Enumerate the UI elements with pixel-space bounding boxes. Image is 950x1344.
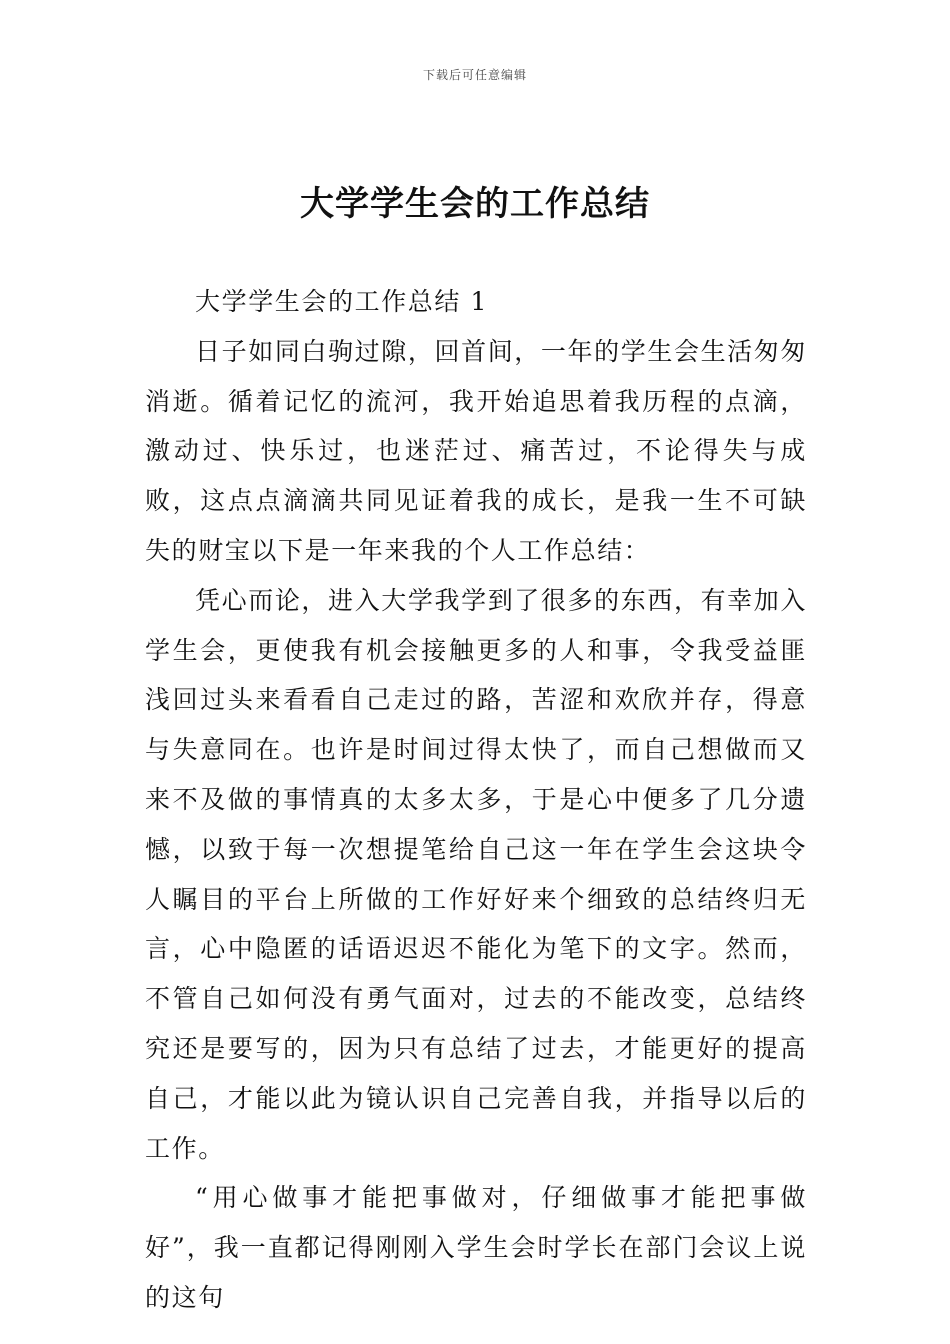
section-heading: 大学学生会的工作总结 1 [195,287,489,316]
paragraph-3: “用心做事才能把事做对，仔细做事才能把事做好”，我一直都记得刚刚入学生会时学长在部门会议上说的这句 [145,1183,807,1312]
paragraph-1: 日子如同白驹过隙，回首间，一年的学生会生活匆匆消逝。循着记忆的流河，我开始追思着我历程的点滴，激动过、快乐过，也迷茫过、痛苦过，不论得失与成败，这点点滴滴共同见证着我的成长，是我一生不可缺失的财宝以下是一年来我的个人工作总结： [145,336,807,565]
document-body [145,277,807,1323]
page-header-note: 下载后可任意编辑 [422,68,527,82]
document-title: 大学学生会的工作总结 [300,184,650,224]
paragraph-2: 凭心而论，进入大学我学到了很多的东西，有幸加入学生会，更使我有机会接触更多的人和事，令我受益匪浅回过头来看看自己走过的路，苦涩和欢欣并存，得意与失意同在。也许是时间过得太快了，而自己想做而又来不及做的事情真的太多太多，于是心中便多了几分遗憾，以致于每一次想提笔给自己这一年在学生会这块令人瞩目的平台上所做的工作好好来个细致的总结终归无言，心中隐匿的话语迟迟不能化为笔下的文字。然而，不管自己如何没有勇气面对，过去的不能改变，总结终究还是要写的，因为只有总结了过去，才能更好的提高自己，才能以此为镜认识自己完善自我，并指导以后的工作。 [145,585,807,1163]
